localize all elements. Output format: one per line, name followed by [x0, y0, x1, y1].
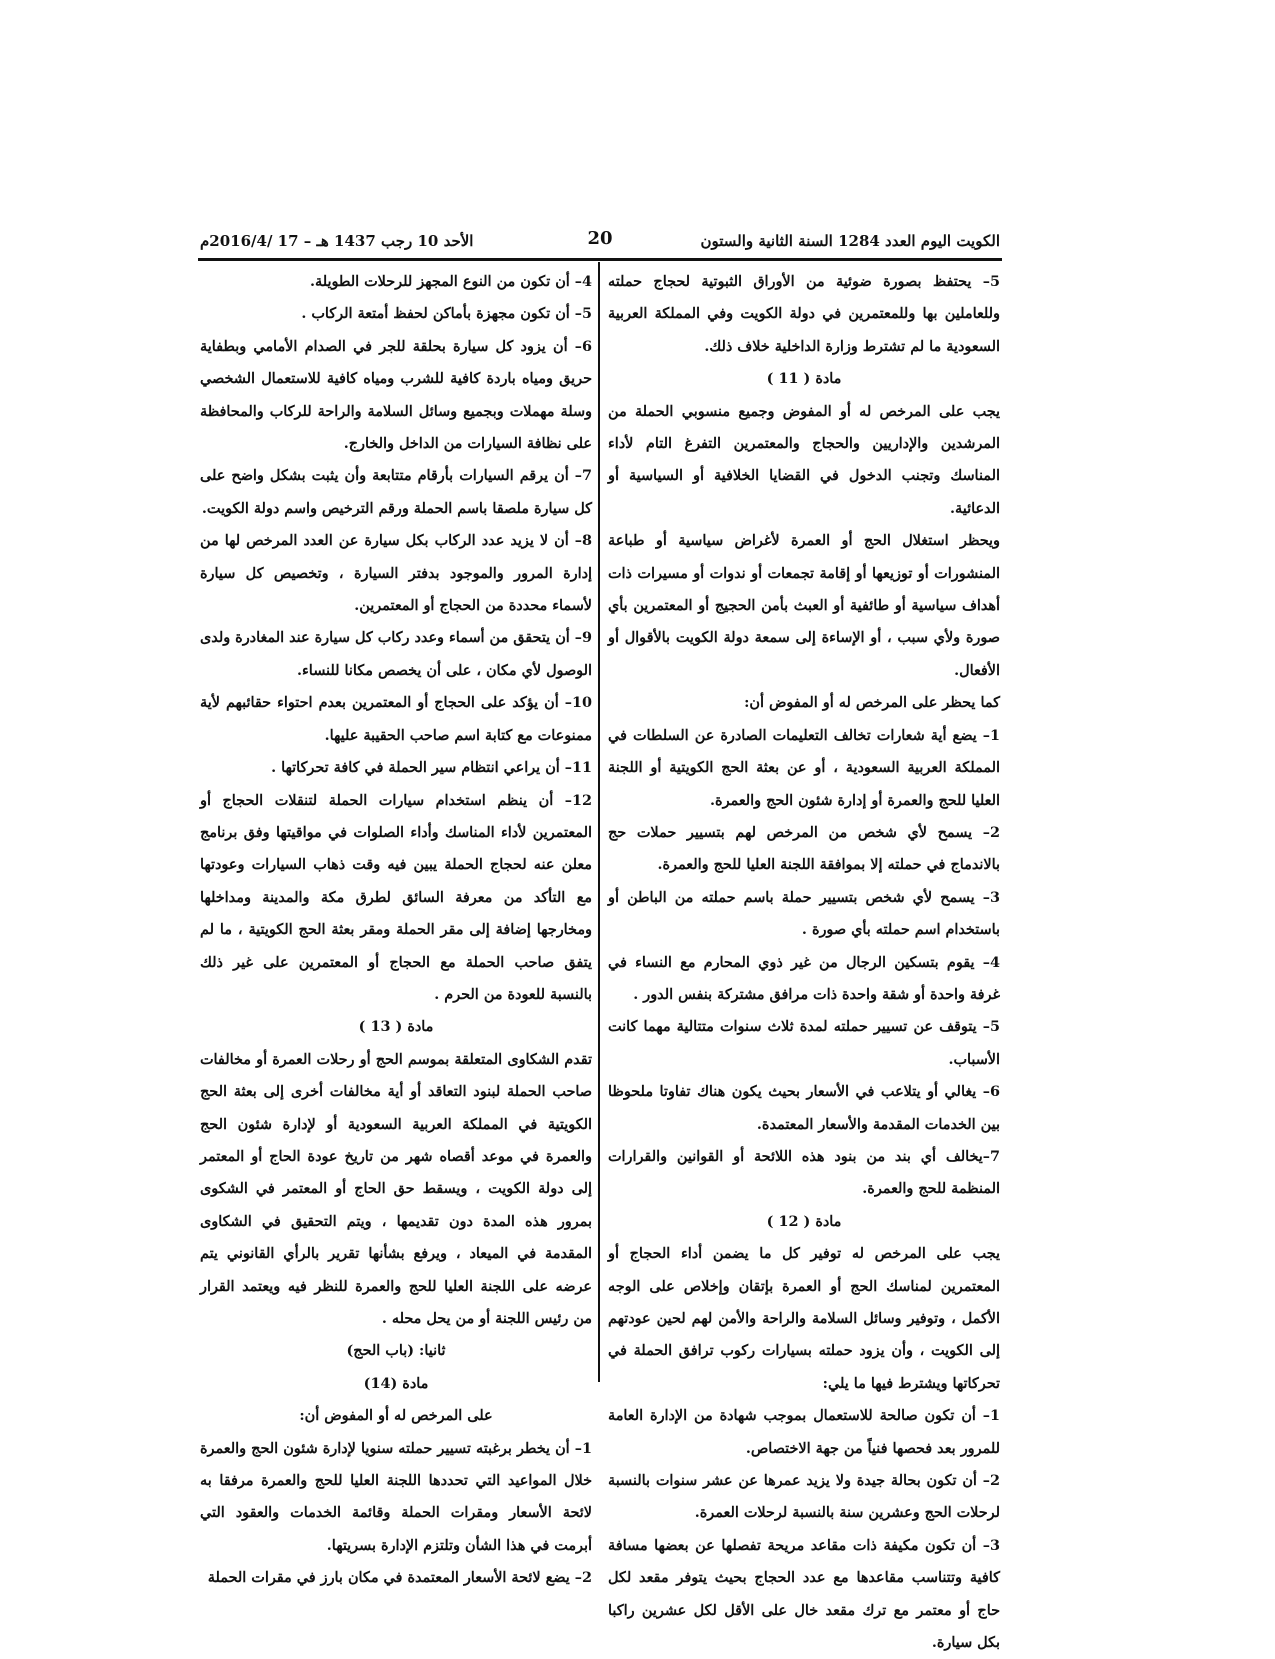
paragraph: 11– أن يراعي انتظام سير الحملة في كافة تحركاتها .	[271, 759, 592, 777]
paragraph: 6– أن يزود كل سيارة بحلقة للجر في الصدام الأمامي وبطفاية حريق ومياه باردة كافية للشرب ومياه كافية للاستعمال الشخصي وسلة مهملات وبجميع وسائل السلامة والراحة للركاب والمحافظة على نظافة السيارات من الداخل والخارج.	[200, 337, 592, 453]
paragraph: 1– أن يخطر برغبته تسيير حملته سنويا لإدارة شئون الحج والعمرة خلال المواعيد التي تحددها اللجنة العليا للحج والعمرة مرفقا به لائحة الأسعار ومقرات الحملة وقائمة الخدمات والعقود التي أبرمت في هذا الشأن وتلتزم الإدارة بسريتها.	[200, 1439, 592, 1554]
paragraph: 4– يقوم بتسكين الرجال من غير ذوي المحارم مع النساء في غرفة واحدة أو شقة واحدة ذات مرافق مشتركة بنفس الدور .	[608, 953, 1000, 1003]
article-title: مادة ( 13 )	[358, 1018, 434, 1036]
paragraph: على المرخص له أو المفوض أن:	[299, 1407, 493, 1425]
section-title: ثانيا: (باب الحج)	[346, 1342, 446, 1360]
column-divider	[598, 262, 600, 1382]
paragraph: 7– أن يرقم السيارات بأرقام متتابعة وأن يثبت بشكل واضح على كل سيارة ملصقا باسم الحملة ورقم الترخيص واسم دولة الكويت.	[200, 467, 592, 517]
header-rule	[198, 258, 1002, 261]
left-column	[200, 266, 592, 1595]
paragraph: 3– أن تكون مكيفة ذات مقاعد مريحة تفصلها عن بعضها مسافة كافية وتتناسب مقاعدها مع عدد الحجاج بحيث يتوفر مقعد لكل حاج أو معتمر مع ترك مقعد خال على الأقل لكل عشرين راكبا بكل سيارة.	[608, 1536, 1000, 1652]
article-title: مادة ( 11 )	[766, 370, 842, 388]
paragraph: 1– أن تكون صالحة للاستعمال بموجب شهادة من الإدارة العامة للمرور بعد فحصها فنياً من جهة الاختصاص.	[608, 1407, 1000, 1457]
paragraph: 2– أن تكون بحالة جيدة ولا يزيد عمرها عن عشر سنوات بالنسبة لرحلات الحج وعشرين سنة بالنسبة لرحلات العمرة.	[608, 1472, 1000, 1522]
header-date: الأحد 10 رجب 1437 هـ – 17 /2016/4م	[200, 232, 474, 250]
paragraph: 2– يسمح لأي شخص من المرخص لهم بتسيير حملات حج بالاندماج في حملته إلا بموافقة اللجنة العليا للحج والعمرة.	[608, 823, 1000, 874]
paragraph: 7–يخالف أي بند من بنود هذه اللائحة أو القوانين والقرارات المنظمة للحج والعمرة.	[608, 1147, 1000, 1198]
paragraph: 9– أن يتحقق من أسماء وعدد ركاب كل سيارة عند المغادرة ولدى الوصول لأي مكان ، على أن يخصص مكانا للنساء.	[200, 629, 592, 679]
paragraph: 10– أن يؤكد على الحجاج أو المعتمرين بعدم احتواء حقائبهم لأية ممنوعات مع كتابة اسم صاحب الحقيبة عليها.	[200, 694, 592, 744]
article-title: مادة ( 12 )	[766, 1212, 842, 1230]
page-header	[200, 228, 1000, 258]
paragraph: تقدم الشكاوى المتعلقة بموسم الحج أو رحلات العمرة أو مخالفات صاحب الحملة لبنود التعاقد أو أية مخالفات أخرى إلى بعثة الحج الكويتية في المملكة العربية السعودية أو لإدارة شئون الحج والعمرة في موعد أقصاه شهر من تاريخ عودة الحاج أو المعتمر إلى دولة الكويت ، ويسقط حق الحاج أو المعتمر في الشكوى بمرور هذه المدة دون تقديمها ، ويتم التحقيق في الشكاوى المقدمة في الميعاد ، ويرفع بشأنها تقرير بالرأي القانوني يتم عرضه على اللجنة العليا للحج والعمرة للنظر فيه ويعتمد القرار من رئيس اللجنة أو من يحل محله .	[200, 1050, 592, 1327]
paragraph: 1– يضع أية شعارات تخالف التعليمات الصادرة عن السلطات في المملكة العربية السعودية ، أو عن بعثة الحج الكويتية أو اللجنة العليا للحج والعمرة أو إدارة شئون الحج والعمرة.	[608, 726, 1000, 809]
paragraph: 2– يضع لائحة الأسعار المعتمدة في مكان بارز في مقرات الحملة	[207, 1569, 592, 1587]
right-column	[608, 266, 1000, 1659]
paragraph: 3– يسمح لأي شخص بتسيير حملة باسم حملته من الباطن أو باستخدام اسم حملته بأي صورة .	[608, 888, 1000, 939]
article-title: مادة (14)	[363, 1374, 429, 1392]
paragraph: كما يحظر على المرخص له أو المفوض أن:	[744, 694, 1000, 712]
paragraph: يجب على المرخص له توفير كل ما يضمن أداء الحجاج أو المعتمرين لمناسك الحج أو العمرة بإتقان وإخلاص على الوجه الأكمل ، وتوفير وسائل السلامة والراحة والأمن لهم لحين عودتهم إلى الكويت ، وأن يزود حملته بسيارات ركوب ترافق الحملة في تحركاتها ويشترط فيها ما يلي:	[608, 1245, 1000, 1392]
paragraph: 12– أن ينظم استخدام سيارات الحملة لتنقلات الحجاج أو المعتمرين لأداء المناسك وأداء الصلوات في مواقيتها وفق برنامج معلن عنه لحجاج الحملة يبين فيه وقت ذهاب السيارات وعودتها مع التأكد من معرفة السائق لطرق مكة والمدينة ومداخلها ومخارجها إضافة إلى مقر الحملة ومقر بعثة الحج الكويتية ، ما لم يتفق صاحب الحملة مع الحجاج أو المعتمرين على غير ذلك بالنسبة للعودة من الحرم .	[200, 791, 592, 1003]
paragraph: 5– يتوقف عن تسيير حملته لمدة ثلاث سنوات متتالية مهما كانت الأسباب.	[608, 1018, 1000, 1068]
paragraph: 5– يحتفظ بصورة ضوئية من الأوراق الثبوتية لحجاج حملته وللعاملين بها وللمعتمرين في دولة الكويت وفي المملكة العربية السعودية ما لم تشترط وزارة الداخلية خلاف ذلك.	[608, 273, 1000, 355]
paragraph: 6– يغالي أو يتلاعب في الأسعار بحيث يكون هناك تفاوتا ملحوظا بين الخدمات المقدمة والأسعار المعتمدة.	[608, 1083, 1000, 1133]
paragraph: 5– أن تكون مجهزة بأماكن لحفظ أمتعة الركاب .	[301, 305, 592, 323]
paragraph: يجب على المرخص له أو المفوض وجميع منسوبي الحملة من المرشدين والإداريين والحجاج والمعتمرين التفرغ التام لأداء المناسك وتجنب الدخول في القضايا الخلافية أو السياسية أو الدعائية.	[608, 402, 1000, 517]
paragraph: 4– أن تكون من النوع المجهز للرحلات الطويلة.	[309, 273, 592, 290]
page-number: 20	[587, 228, 613, 249]
paragraph: 8– أن لا يزيد عدد الركاب بكل سيارة عن العدد المرخص لها من إدارة المرور والموجود بدفتر السيارة ، وتخصيص كل سيارة لأسماء محددة من الحجاج أو المعتمرين.	[200, 532, 592, 615]
header-publication-info: الكويت اليوم العدد 1284 السنة الثانية والستون	[700, 232, 1000, 250]
paragraph: ويحظر استغلال الحج أو العمرة لأغراض سياسية أو طباعة المنشورات أو توزيعها أو إقامة تجمعات أو ندوات أو مسيرات ذات أهداف سياسية أو طائفية أو العبث بأمن الحجيج أو المعتمرين بأي صورة ولأي سبب ، أو الإساءة إلى سمعة دولة الكويت بالأقوال أو الأفعال.	[608, 532, 1000, 679]
